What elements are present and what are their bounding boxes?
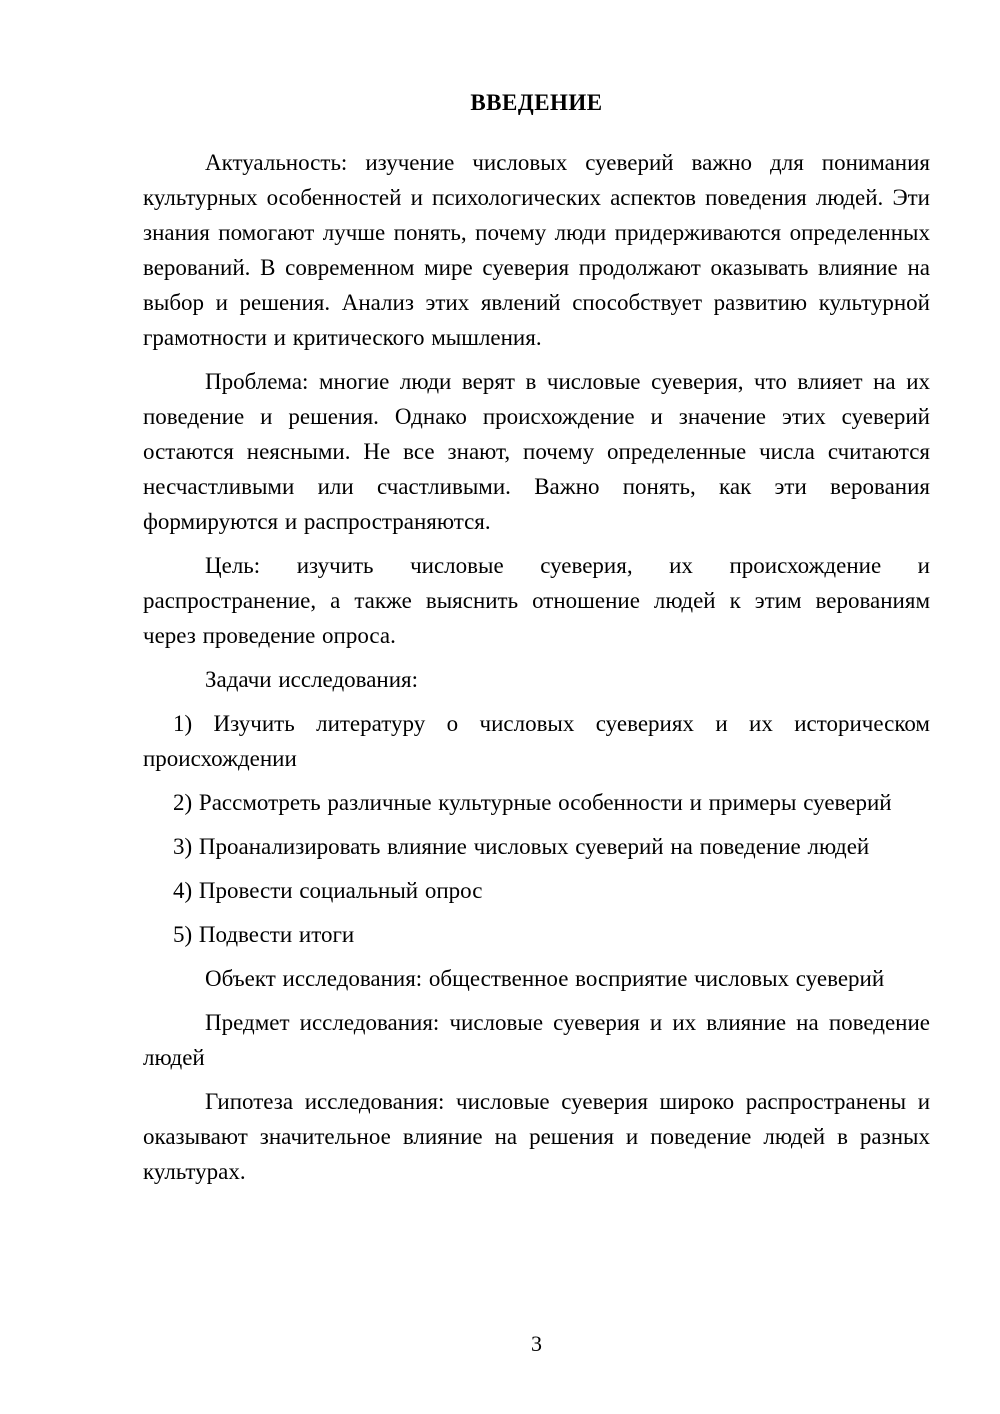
- list-item-paragraph: 5) Подвести итоги: [173, 922, 355, 947]
- body-paragraph: Цель: изучить числовые суеверия, их происхождение и распространение, а также выяснить отношение людей к этим верованиям через проведение опроса.: [143, 553, 930, 648]
- page-number: 3: [531, 1331, 542, 1356]
- body-paragraph: Предмет исследования: числовые суеверия и их влияние на поведение людей: [143, 1010, 930, 1070]
- body-paragraph: Проблема: многие люди верят в числовые суеверия, что влияет на их поведение и решения. Однако происхождение и значение этих суеверий остаются неясными. Не все знают, почему определенные числа считаются несчастливыми или счастливыми. Важно понять, как эти верования формируются и распространяются.: [143, 369, 930, 534]
- body-paragraph: Объект исследования: общественное восприятие числовых суеверий: [205, 966, 885, 991]
- page-title: ВВЕДЕНИЕ: [470, 90, 603, 115]
- document-body: [143, 145, 930, 1189]
- list-item-paragraph: 4) Провести социальный опрос: [173, 878, 483, 903]
- list-item-paragraph: 3) Проанализировать влияние числовых суеверий на поведение людей: [173, 834, 870, 859]
- body-paragraph: Задачи исследования:: [205, 667, 419, 692]
- list-item-paragraph: 1) Изучить литературу о числовых суевериях и их историческом происхождении: [143, 711, 930, 771]
- document-page-content: [143, 85, 930, 1198]
- list-item-paragraph: 2) Рассмотреть различные культурные особенности и примеры суеверий: [173, 790, 892, 815]
- body-paragraph: Актуальность: изучение числовых суеверий важно для понимания культурных особенностей и психологических аспектов поведения людей. Эти знания помогают лучше понять, почему люди придерживаются определенных верований. В современном мире суеверия продолжают оказывать влияние на выбор и решения. Анализ этих явлений способствует развитию культурной грамотности и критического мышления.: [143, 150, 930, 350]
- body-paragraph: Гипотеза исследования: числовые суеверия широко распространены и оказывают значительное влияние на решения и поведение людей в разных культурах.: [143, 1089, 930, 1184]
